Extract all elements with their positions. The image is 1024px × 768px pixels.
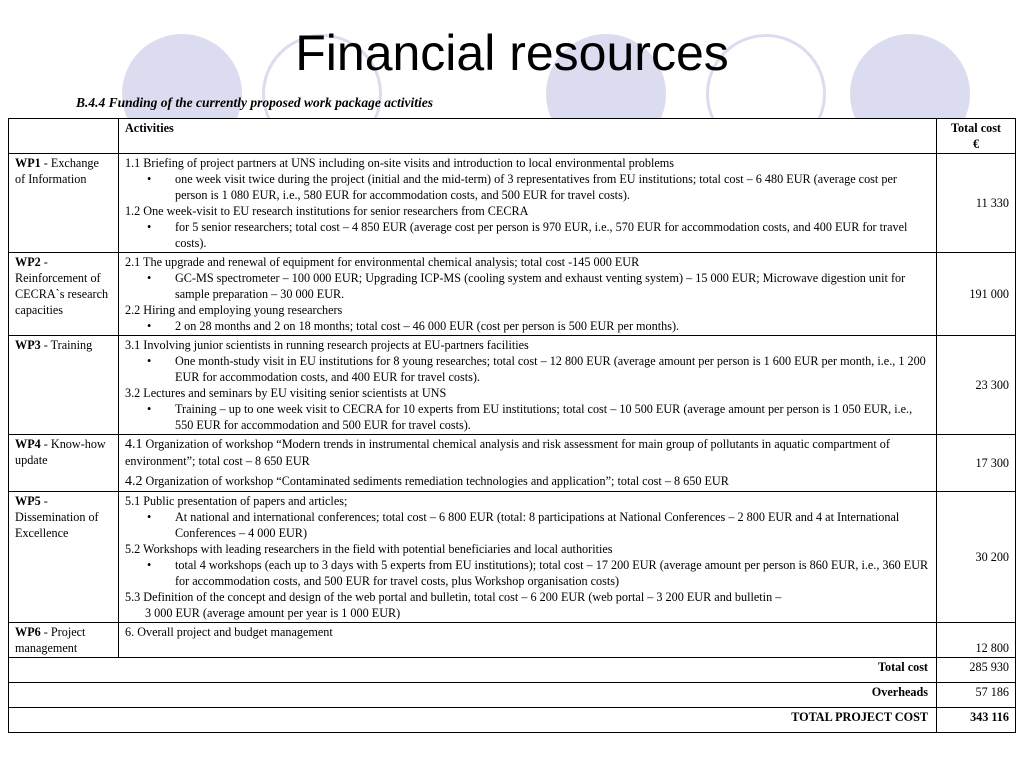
table-row-wp5 — [9, 492, 1016, 623]
wp2-bullet-2-text: 2 on 28 months and 2 on 18 months; total cost – 46 000 EUR (cost per person is 500 EUR per months). — [175, 319, 680, 333]
wp6-name — [9, 623, 119, 658]
overheads-value: 57 186 — [937, 683, 1016, 708]
wp1-bullet-2-text: for 5 senior researchers; total cost – 4 850 EUR (average cost per person is 970 EUR, i.e., 570 EUR for accommodation costs, and 400 EUR for travel costs). — [175, 220, 908, 250]
table-row-wp4 — [9, 435, 1016, 492]
wp3-bullet-2-text: Training – up to one week visit to CECRA for 10 experts from EU institutions; total cost – 10 500 EUR (average amount per person is 1 050 EUR, i.e., 550 EUR for accommodation and 500 EUR for travel costs). — [175, 402, 913, 432]
bullet-icon: • — [147, 319, 152, 333]
wp2-bullet-1-text: GC-MS spectrometer – 100 000 EUR; Upgrading ICP-MS (cooling system and exhaust venting system) – 15 000 EUR; Microwave digestion unit for sample preparation – 30 000 EUR. — [175, 271, 906, 301]
overheads-label: Overheads — [9, 683, 937, 708]
header-currency: € — [972, 137, 980, 151]
table-row-wp2 — [9, 253, 1016, 336]
wp5-name — [9, 492, 119, 623]
wp1-code: WP1 — [15, 156, 41, 170]
wp2-bullet-1 — [125, 270, 930, 302]
wp6-code: WP6 — [15, 625, 41, 639]
wp1-bullet-1 — [125, 171, 930, 203]
bullet-icon: • — [147, 510, 152, 524]
wp4-code: WP4 — [15, 437, 41, 451]
wp3-bullet-2 — [125, 401, 930, 433]
wp2-bullet-2 — [125, 318, 930, 334]
wp6-name-text: - Project management — [15, 625, 86, 655]
header-activities: Activities — [119, 119, 937, 154]
wp4-cost: 17 300 — [937, 435, 1016, 492]
table-row-wp6 — [9, 623, 1016, 658]
wp1-bullet-1-text: one week visit twice during the project (initial and the mid-term) of 3 representatives from EU institutions; total cost – 6 480 EUR (average cost per person is 1 080 EUR, i.e., 580 EUR for accommodation costs, and 500 EUR for travel costs). — [175, 172, 897, 202]
wp6-activity-1: 6. Overall project and budget management — [125, 625, 333, 639]
wp5-activity-2: 5.2 Workshops with leading researchers in the field with potential beneficiaries and local authorities — [125, 542, 613, 556]
wp3-bullet-1-text: One month-study visit in EU institutions for 8 young researches; total cost – 12 800 EUR (average amount per person is 1 600 EUR per month, i.e., 1 200 EUR for accommodation costs, and 400 EUR for travel costs). — [175, 354, 926, 384]
wp5-code: WP5 — [15, 494, 41, 508]
wp2-activities — [119, 253, 937, 336]
wp5-activity-1: 5.1 Public presentation of papers and articles; — [125, 494, 348, 508]
wp3-activity-1: 3.1 Involving junior scientists in running research projects at EU-partners facilities — [125, 338, 529, 352]
wp3-activity-2: 3.2 Lectures and seminars by EU visiting senior scientists at UNS — [125, 386, 447, 400]
wp5-activity-3-cont: 3 000 EUR (average amount per year is 1 000 EUR) — [145, 606, 401, 620]
wp3-name — [9, 336, 119, 435]
overheads-row — [9, 683, 1016, 708]
header-total-cost-label: Total cost — [951, 121, 1001, 135]
wp4-name-text: - Know-how update — [15, 437, 106, 467]
total-cost-value: 285 930 — [937, 658, 1016, 683]
wp4-name — [9, 435, 119, 492]
header-total-cost — [937, 119, 1016, 154]
wp1-bullet-2 — [125, 219, 930, 251]
wp2-activity-1: 2.1 The upgrade and renewal of equipment for environmental chemical analysis; total cost -145 000 EUR — [125, 255, 640, 269]
total-cost-row — [9, 658, 1016, 683]
wp5-name-text: - Dissemination of Excellence — [15, 494, 99, 540]
wp1-activity-1: 1.1 Briefing of project partners at UNS including on-site visits and introduction to local environmental problems — [125, 156, 675, 170]
wp1-activity-2: 1.2 One week-visit to EU research institutions for senior researchers from CECRA — [125, 204, 529, 218]
wp4-activities — [119, 435, 937, 492]
bullet-icon: • — [147, 558, 152, 572]
wp6-activities — [119, 623, 937, 658]
wp5-activity-3: 5.3 Definition of the concept and design of the web portal and bulletin, total cost – 6 200 EUR (web portal – 3 200 EUR and bulletin – — [125, 590, 782, 604]
total-cost-label: Total cost — [9, 658, 937, 683]
wp4-activity-2-text: Organization of workshop “Contaminated sediments remediation technologies and application”; total cost – 8 650 EUR — [142, 474, 729, 488]
wp4-activity-1-text: Organization of workshop “Modern trends in instrumental chemical analysis and risk assessment for main group of pollutants in aquatic compartment of environment”; total cost – 8 650 EUR — [125, 437, 890, 468]
wp5-cost: 30 200 — [937, 492, 1016, 623]
wp3-activities — [119, 336, 937, 435]
wp2-cost: 191 000 — [937, 253, 1016, 336]
funding-table — [8, 118, 1016, 733]
wp2-name — [9, 253, 119, 336]
wp4-activity-2-number: 4.2 — [125, 474, 143, 489]
wp1-activities — [119, 154, 937, 253]
wp4-activity-1 — [125, 436, 930, 469]
header-wp-cell — [9, 119, 119, 154]
wp3-code: WP3 — [15, 338, 41, 352]
table-header-row — [9, 119, 1016, 154]
wp6-cost: 12 800 — [937, 623, 1016, 658]
wp3-cost: 23 300 — [937, 336, 1016, 435]
wp4-activity-1-number: 4.1 — [125, 437, 143, 452]
wp5-bullet-1-text: At national and international conferences; total cost – 6 800 EUR (total: 8 participations at National Conferences – 2 800 EUR and 4 at International Conferences – 4 000 EUR) — [175, 510, 900, 540]
table-row-wp3 — [9, 336, 1016, 435]
wp4-activity-2 — [125, 473, 930, 490]
project-total-label: TOTAL PROJECT COST — [9, 708, 937, 733]
project-total-value: 343 116 — [937, 708, 1016, 733]
wp2-name-text: - Reinforcement of CECRA`s research capacities — [15, 255, 109, 317]
wp3-bullet-1 — [125, 353, 930, 385]
wp3-name-text: - Training — [40, 338, 93, 352]
wp1-name-text: - Exchange of Information — [15, 156, 99, 186]
bullet-icon: • — [147, 354, 152, 368]
wp1-name — [9, 154, 119, 253]
bullet-icon: • — [147, 220, 152, 234]
wp5-bullet-1 — [125, 509, 930, 541]
wp5-bullet-2 — [125, 557, 930, 589]
bullet-icon: • — [147, 402, 152, 416]
table-row-wp1 — [9, 154, 1016, 253]
slide-title: Financial resources — [295, 25, 729, 81]
project-total-row — [9, 708, 1016, 733]
wp2-activity-2: 2.2 Hiring and employing young researchers — [125, 303, 343, 317]
table-caption: B.4.4 Funding of the currently proposed work package activities — [76, 95, 434, 110]
wp1-cost: 11 330 — [937, 154, 1016, 253]
bullet-icon: • — [147, 271, 152, 285]
wp5-bullet-2-text: total 4 workshops (each up to 3 days with 5 experts from EU institutions); total cost – 17 200 EUR (average amount per person is 860 EUR, i.e., 360 EUR for accommodation costs, and 500 EUR for travel costs, plus Workshop organisation costs) — [175, 558, 929, 588]
wp5-activities — [119, 492, 937, 623]
wp2-code: WP2 — [15, 255, 41, 269]
bullet-icon: • — [147, 172, 152, 186]
